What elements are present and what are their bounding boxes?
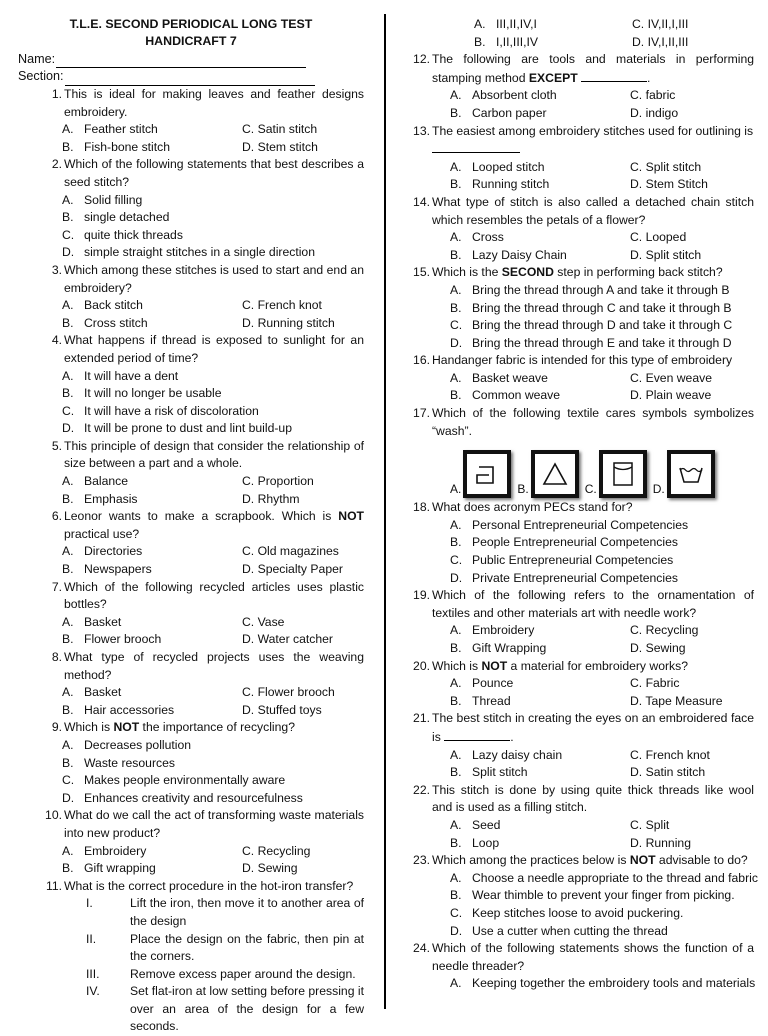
option-a[interactable]: A. Choose a needle appropriate to the thread and fabric — [450, 870, 758, 885]
option-c[interactable]: C. Fabric — [630, 676, 680, 691]
option-d[interactable]: D. Tape Measure — [630, 693, 723, 708]
question-16: 16. Handanger fabric is intended for this type of embroidery — [413, 353, 733, 368]
option-c[interactable]: C. Flower brooch — [242, 685, 335, 700]
step-1: I. Lift the iron, then move it to another area of the design — [86, 896, 364, 928]
option-d[interactable]: D. Bring the thread through E and take it through D — [450, 335, 732, 350]
question-11-options — [396, 16, 754, 51]
answer-blank[interactable] — [432, 140, 520, 153]
option-a[interactable]: A. Seed — [450, 817, 501, 832]
option-a[interactable]: A. Looped stitch — [450, 159, 545, 174]
question-23: 23. Which among the practices below is NOT advisable to do? — [413, 853, 748, 868]
question-22-options — [396, 817, 754, 852]
option-d[interactable]: D. Private Entrepreneurial Competencies — [450, 570, 678, 585]
question-8: 8. What type of recycled projects uses the weaving method? — [51, 650, 364, 682]
option-b[interactable]: B. single detached — [62, 210, 170, 225]
option-d[interactable]: D. simple straight stitches in a single direction — [62, 245, 315, 260]
question-5-options — [18, 473, 364, 508]
option-d[interactable]: D. Enhances creativity and resourcefulness — [62, 790, 303, 805]
question-17: 17. Which of the following textile cares symbols symbolizes “wash”. — [413, 406, 754, 438]
question-12-options — [396, 87, 754, 122]
question-19: 19. Which of the following refers to the ornamentation of textiles and other materials art with needle work? — [413, 588, 754, 620]
option-d[interactable]: D. Running — [630, 835, 691, 850]
question-6: 6. Leonor wants to make a scrapbook. Which is NOT practical use? — [51, 509, 364, 541]
option-c[interactable]: C. Split — [630, 817, 670, 832]
option-d[interactable]: D. — [653, 450, 715, 498]
option-d[interactable]: D. indigo — [630, 105, 679, 120]
option-a[interactable]: A. Bring the thread through A and take it through B — [450, 282, 730, 297]
question-1-options — [18, 121, 364, 156]
option-b[interactable]: B. Wear thimble to prevent your finger from picking. — [450, 888, 735, 903]
option-d[interactable]: D. Use a cutter when cutting the thread — [450, 923, 668, 938]
question-3: 3. Which among these stitches is used to start and end an embroidery? — [51, 262, 364, 295]
option-b[interactable]: B. Newspapers — [62, 562, 152, 577]
question-1: 1. This is ideal for making leaves and feather designs embroidery. — [51, 87, 364, 119]
option-b[interactable]: B. Emphasis — [62, 491, 138, 506]
question-2: 2. Which of the following statements that best describes a seed stitch? — [51, 157, 364, 189]
question-18: 18. What does acronym PECs stand for? — [413, 500, 633, 515]
section-field[interactable]: Section: — [18, 68, 364, 86]
option-c[interactable]: C. Keep stitches loose to avoid puckering. — [450, 905, 684, 920]
option-b[interactable]: B. Carbon paper — [450, 105, 547, 120]
option-a[interactable]: A. Cross — [450, 230, 504, 245]
right-column — [396, 16, 758, 993]
option-c[interactable]: C. — [585, 450, 647, 498]
option-b[interactable]: B. Hair accessories — [62, 702, 175, 717]
care-symbol-options — [396, 442, 754, 498]
question-13: 13. The easiest among embroidery stitches used for outlining is — [396, 123, 754, 159]
question-11: 11. What is the correct procedure in the hot-iron transfer? — [45, 878, 354, 893]
option-a[interactable]: A. Basket weave — [450, 370, 548, 385]
question-21: 21. The best stitch in creating the eyes on an embroidered face is . — [413, 711, 754, 744]
option-c[interactable]: C. Satin stitch — [242, 122, 318, 137]
column-divider — [384, 14, 386, 1009]
question-19-options — [396, 622, 754, 657]
option-a[interactable]: A. Feather stitch — [62, 122, 158, 137]
option-c[interactable]: C. French knot — [630, 747, 710, 762]
option-a[interactable]: A. — [450, 450, 511, 498]
answer-blank[interactable] — [581, 69, 647, 82]
option-a[interactable]: A. Embroidery — [62, 843, 147, 858]
option-b[interactable]: B. Waste resources — [62, 755, 175, 770]
option-b[interactable]: B. People Entrepreneurial Competencies — [450, 535, 678, 550]
option-c[interactable]: C. Makes people environmentally aware — [62, 773, 286, 788]
option-c[interactable]: C. Split stitch — [630, 159, 702, 174]
option-c[interactable]: C. Looped — [630, 230, 687, 245]
option-b[interactable]: B. Gift Wrapping — [450, 641, 547, 655]
question-15-options — [396, 282, 754, 352]
question-7: 7. Which of the following recycled articles uses plastic bottles? — [51, 579, 364, 612]
option-b[interactable]: B. Flower brooch — [62, 632, 162, 647]
option-d[interactable]: D. Sewing — [242, 861, 298, 876]
option-d[interactable]: D. Water catcher — [242, 632, 333, 647]
option-a[interactable]: A. Basket — [62, 685, 122, 700]
option-b[interactable]: B. It will no longer be usable — [62, 386, 222, 401]
option-c[interactable]: C. Proportion — [242, 474, 314, 489]
option-d[interactable]: D. Sewing — [630, 641, 686, 655]
question-14-options — [396, 229, 754, 264]
question-3-options — [18, 297, 364, 332]
option-c[interactable]: C. quite thick threads — [62, 227, 183, 242]
question-20: 20. Which is NOT a material for embroidery works? — [413, 658, 689, 673]
wash-tub-icon — [667, 450, 715, 498]
option-a[interactable]: A. Directories — [62, 544, 143, 559]
answer-blank[interactable] — [444, 728, 510, 741]
left-column — [18, 16, 364, 1036]
ironing-icon — [463, 450, 511, 498]
option-a[interactable]: A. Keeping together the embroidery tools and materials — [450, 976, 756, 991]
option-d[interactable]: D. IV,I,II,III — [632, 34, 689, 49]
option-b[interactable]: B. Cross stitch — [62, 315, 148, 330]
option-c[interactable]: C. Vase — [242, 614, 285, 629]
question-6-options — [18, 543, 364, 578]
option-a[interactable]: A. Decreases pollution — [62, 737, 192, 752]
question-10-options — [18, 843, 364, 878]
question-4-options — [18, 368, 364, 438]
option-c[interactable]: C. Even weave — [630, 370, 712, 385]
option-c[interactable]: C. French knot — [242, 298, 322, 313]
option-c[interactable]: C. Recycling — [242, 843, 311, 858]
option-b[interactable]: B. Running stitch — [450, 177, 550, 192]
option-a[interactable]: A. Balance — [62, 474, 129, 489]
question-21-options — [396, 747, 754, 782]
bleach-triangle-icon — [531, 450, 579, 498]
option-c[interactable]: C. Old magazines — [242, 544, 339, 559]
option-b[interactable]: B. Lazy Daisy Chain — [450, 247, 567, 262]
option-d[interactable]: D. Satin stitch — [630, 765, 706, 780]
question-22: 22. This stitch is done by using quite thick threads like wool and is used as a filling stitch. — [413, 782, 754, 815]
question-5: 5. This principle of design that consider the relationship of size between a part and a whole. — [51, 438, 364, 471]
option-b[interactable]: B. Gift wrapping — [62, 861, 156, 876]
question-10: 10. What do we call the act of transforming waste materials into new product? — [45, 808, 364, 840]
option-d[interactable]: D. Split stitch — [630, 247, 702, 262]
option-c[interactable]: C. It will have a risk of discoloration — [62, 403, 259, 418]
option-d[interactable]: D. Stem stitch — [242, 139, 318, 154]
option-d[interactable]: D. It will be prone to dust and lint build-up — [62, 421, 292, 436]
option-a[interactable]: A. III,II,IV,I — [474, 17, 537, 31]
option-a[interactable]: A. Personal Entrepreneurial Competencies — [450, 517, 689, 532]
option-c[interactable]: C. fabric — [630, 88, 676, 103]
option-a[interactable]: A. Back stitch — [62, 298, 143, 313]
step-2: II. Place the design on the fabric, then pin at the corners. — [86, 931, 364, 964]
question-4: 4. What happens if thread is exposed to sunlight for an extended period of time? — [51, 333, 364, 365]
option-b[interactable]: B. Fish-bone stitch — [62, 139, 171, 154]
option-b[interactable]: B. Bring the thread through C and take it through B — [450, 300, 732, 315]
question-12: 12. The following are tools and materials in performing stamping method EXCEPT . — [413, 52, 754, 85]
option-a[interactable]: A. Absorbent cloth — [450, 88, 557, 103]
option-b[interactable]: B. Loop — [450, 835, 500, 850]
option-d[interactable]: D. Rhythm — [242, 491, 300, 506]
option-a[interactable]: A. Lazy daisy chain — [450, 747, 563, 762]
option-a[interactable]: A. Embroidery — [450, 623, 535, 638]
option-b[interactable]: B. Thread — [450, 693, 511, 708]
option-c[interactable]: C. Public Entrepreneurial Competencies — [450, 553, 674, 568]
question-23-options — [396, 870, 758, 940]
option-c[interactable]: C. Recycling — [630, 623, 699, 638]
option-a[interactable]: A. Pounce — [450, 676, 514, 691]
question-9-options — [18, 737, 364, 807]
option-b[interactable]: B. Common weave — [450, 388, 561, 403]
option-a[interactable]: A. Basket — [62, 614, 122, 629]
option-a[interactable]: A. Solid filling — [62, 192, 143, 207]
question-2-options — [18, 192, 364, 262]
option-d[interactable]: D. Specialty Paper — [242, 562, 343, 577]
option-c[interactable]: C. IV,II,I,III — [632, 17, 689, 31]
option-b[interactable]: B. I,II,III,IV — [474, 34, 538, 49]
step-3: III. Remove excess paper around the design. — [86, 966, 356, 981]
exam-subtitle: HANDICRAFT 7 — [145, 34, 237, 49]
question-14: 14. What type of stitch is also called a detached chain stitch which resembles the petals of a flower? — [413, 194, 754, 227]
option-d[interactable]: D. Plain weave — [630, 388, 712, 403]
question-15: 15. Which is the SECOND step in performing back stitch? — [413, 265, 723, 280]
name-field[interactable]: Name: — [18, 51, 364, 69]
option-d[interactable]: D. Stem Stitch — [630, 177, 708, 192]
option-c[interactable]: C. Bring the thread through D and take it through C — [450, 318, 733, 333]
question-7-options — [18, 614, 364, 649]
question-16-options — [396, 370, 754, 405]
option-b[interactable]: B. Split stitch — [450, 765, 528, 780]
option-d[interactable]: D. Stuffed toys — [242, 702, 322, 717]
option-a[interactable]: A. It will have a dent — [62, 368, 179, 383]
question-13-options — [396, 159, 754, 194]
question-8-options — [18, 684, 364, 719]
question-24-options — [396, 975, 754, 993]
exam-title: T.L.E. SECOND PERIODICAL LONG TEST — [69, 17, 313, 31]
option-d[interactable]: D. Running stitch — [242, 315, 335, 330]
question-20-options — [396, 675, 754, 710]
question-24: 24. Which of the following statements shows the function of a needle threader? — [413, 941, 754, 973]
drying-icon — [599, 450, 647, 498]
question-18-options — [396, 517, 754, 587]
name-line[interactable] — [56, 54, 306, 68]
section-line[interactable] — [65, 72, 315, 86]
question-9: 9. Which is NOT the importance of recycling? — [51, 720, 295, 735]
option-b[interactable]: B. — [517, 450, 578, 498]
step-4: IV. Set flat-iron at low setting before pressing it over an area of the design for a few seconds. — [86, 984, 364, 1034]
